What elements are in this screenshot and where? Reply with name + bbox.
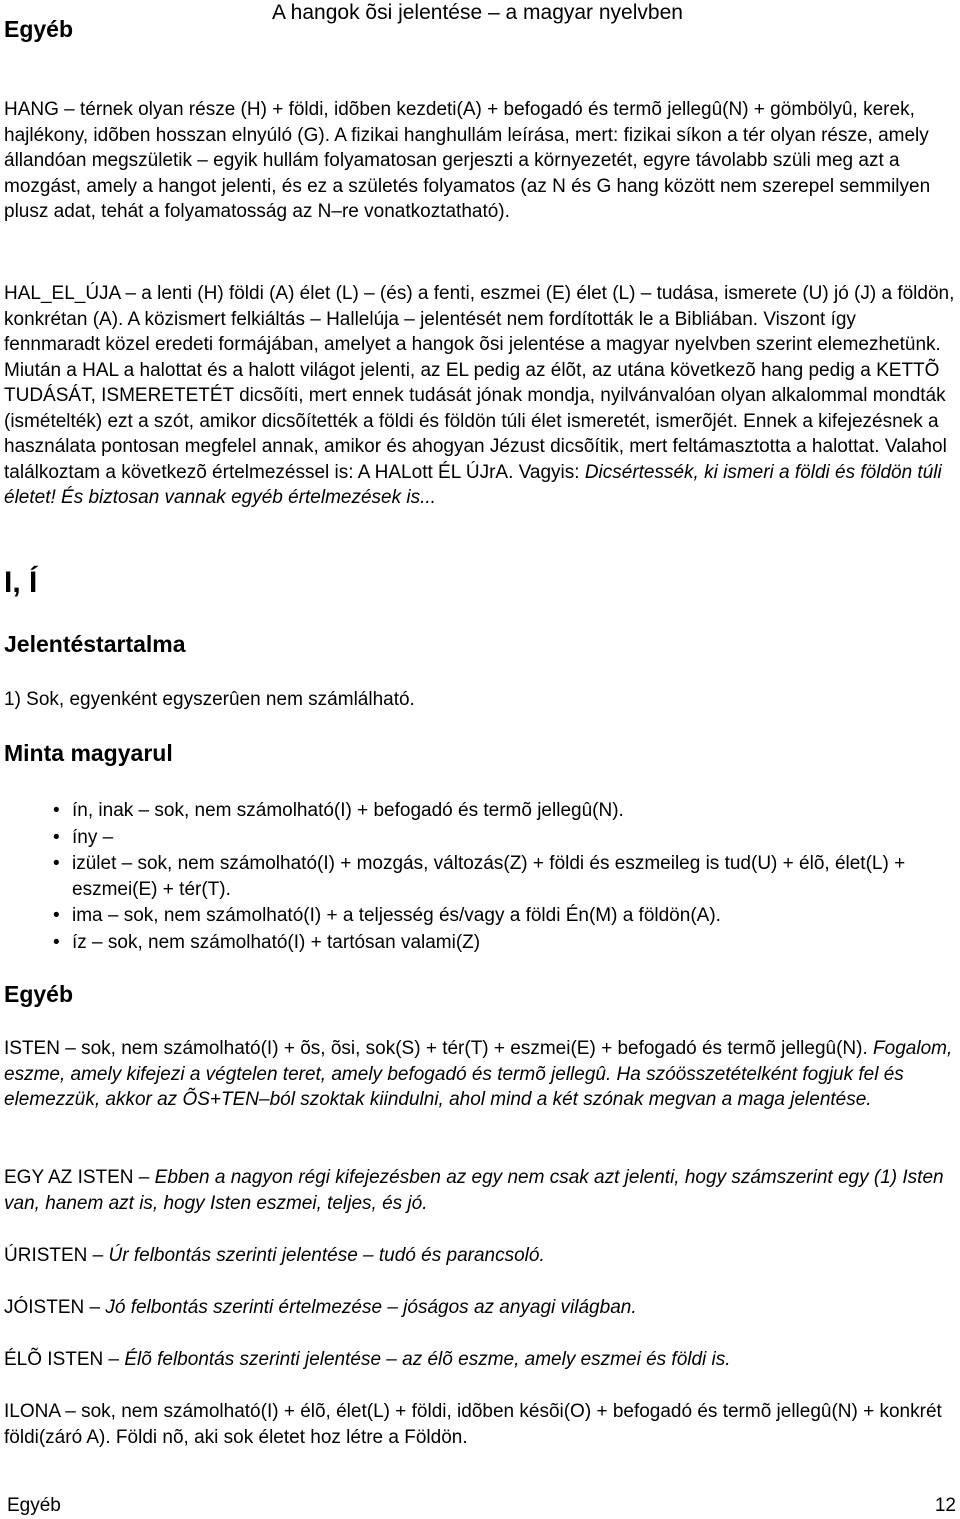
examples-list (4, 798, 956, 956)
meaning-text: 1) Sok, egyenként egyszerûen nem számlálható. (4, 689, 415, 710)
entry-uristen: ÚRISTEN – Úr felbontás szerinti jelentése – tudó és parancsoló. (4, 1245, 545, 1266)
footer-page-number: 12 (934, 1495, 956, 1516)
entry-joisten: JÓISTEN – Jó felbontás szerinti értelmezése – jóságos az anyagi világban. (4, 1297, 637, 1318)
bullet-icon: • (53, 800, 60, 821)
bullet-icon: • (53, 853, 60, 874)
section-title-i: I, Í (4, 566, 38, 599)
paragraph-hallelujah-text: HAL_EL_ÚJA – a lenti (H) földi (A) élet (L) – (és) a fenti, eszmei (E) élet (L) – tudása, ismerete (U) jó (J) a földön, konkrétan (A). A közismert felkiáltás – Hallelúja – jelentését nem fordították le a Bibliában. Viszont így fennmaradt közel eredeti formájában, amelyet a hangok õsi jelentése a magyar nyelvben szerint elemezhetünk. Miután a HAL a halottat és a halott világot jelenti, az EL pedig az élõt, az utána következõ hang pedig a KETTÕ TUDÁSÁT, ISMERETETÉT dicsõíti, mert ennek tudását jónak mondja, nyilvánvalóan olyan alkalommal mondták (ismételték) ezt a szót, amikor dicsõítették a földi és földön túli élet ismeretét, ismerõjét. Ennek a kifejezésnek a használata pontosan megfelel annak, amikor és ahogyan Jézust dicsõítik, mert feltámasztotta a halottat. Valahol találkoztam a következõ értelmezéssel is: A HALott ÉL ÚJrA. Vagyis: (4, 283, 955, 483)
paragraph-hang: HANG – térnek olyan része (H) + földi, idõben kezdeti(A) + befogadó és termõ jellegû(N) + gömbölyû, kerek, hajlékony, idõben hosszan elnyúló (G). A fizikai hanghullám leírása, mert: fizikai síkon a tér olyan része, amely állandóan megszületik – egyik hullám folyamatosan gerjeszti a környezetét, egyre távolabb szüli meg azt a mozgást, amely a hangot jelenti, és ez a születés folyamatos (az N és G hang között nem szerepel semmilyen plusz adat, tehát a folyamatosság az N–re vonatkoztatható). (4, 99, 931, 222)
entry-elo-isten: ÉLÕ ISTEN – Élõ felbontás szerinti jelentése – az élõ eszme, amely eszmei és földi is. (4, 1349, 731, 1370)
section-heading-egyeb: Egyéb (4, 16, 74, 42)
running-header: A hangok õsi jelentése – a magyar nyelvben (272, 1, 683, 24)
paragraph-hallelujah (4, 281, 956, 511)
footer-section: Egyéb (7, 1495, 61, 1516)
paragraph-hallelujah-italic: Dicsértessék, ki ismeri a földi és földön túli életet! És biztosan vannak egyéb értelmezések is... (4, 461, 942, 508)
list-item: • íz – sok, nem számolható(I) + tartósan valami(Z) (4, 930, 956, 956)
other-heading: Egyéb (4, 981, 74, 1007)
entry-ilona: ILONA – sok, nem számolható(I) + élõ, élet(L) + földi, idõben késõi(O) + befogadó és termõ jellegû(N) + konkrét földi(záró A). Földi nõ, aki sok életet hoz létre a Földön. (4, 1401, 942, 1448)
list-item: • izület – sok, nem számolható(I) + mozgás, változás(Z) + földi és eszmeileg is tud(U) + élõ, élet(L) + eszmei(E) + tér(T). (53, 853, 906, 900)
entry-egy-az-isten: EGY AZ ISTEN – Ebben a nagyon régi kifejezésben az egy nem csak azt jelenti, hogy számszerint egy (1) Isten van, hanem azt is, hogy Isten eszmei, teljes, és jó. (4, 1167, 944, 1214)
examples-heading: Minta magyarul (4, 740, 173, 766)
list-item: • ima – sok, nem számolható(I) + a teljesség és/vagy a földi Én(M) a földön(A). (4, 903, 956, 929)
list-item: • ín, inak – sok, nem számolható(I) + befogadó és termõ jellegû(N). (4, 798, 956, 824)
meaning-heading: Jelentéstartalma (4, 631, 186, 657)
bullet-icon: • (53, 905, 60, 926)
list-item: • íny – (4, 825, 956, 851)
bullet-icon: • (53, 931, 60, 953)
bullet-icon: • (53, 826, 60, 848)
entry-isten: ISTEN – sok, nem számolható(I) + õs, õsi, sok(S) + tér(T) + eszmei(E) + befogadó és termõ jellegû(N). Fogalom, eszme, amely kifejezi a végtelen teret, amely befogadó és termõ jellegû. Ha szóösszetételként fogjuk fel és elemezzük, akkor az ÕS+TEN–ból szoktak kiindulni, ahol mind a két szónak megvan a maga jelentése. (4, 1038, 953, 1110)
